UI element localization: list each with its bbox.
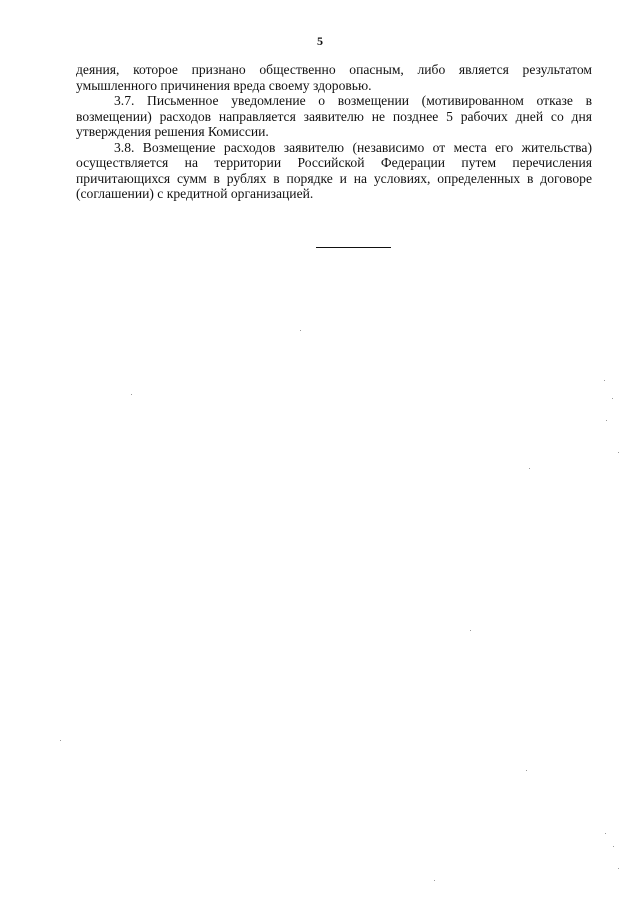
document-body [76,62,592,202]
paragraph-item-3-8: 3.8. Возмещение расходов заявителю (независимо от места его жительства) осуществляется на территории Российской Федерации путем перечисления причитающихся сумм в рублях в порядке и на условиях, определенных в договоре (соглашении) с кредитной организацией. [76,139,592,201]
paragraph-item-3-7: 3.7. Письменное уведомление о возмещении (мотивированном отказе в возмещении) расходов направляется заявителю не позднее 5 рабочих дней со дня утверждения решения Комиссии. [76,93,592,139]
page-number: 5 [317,34,323,48]
paragraph-continuation: деяния, которое признано общественно опасным, либо является результатом умышленного причинения вреда своему здоровью. [76,62,592,93]
end-of-text-divider [316,247,391,248]
